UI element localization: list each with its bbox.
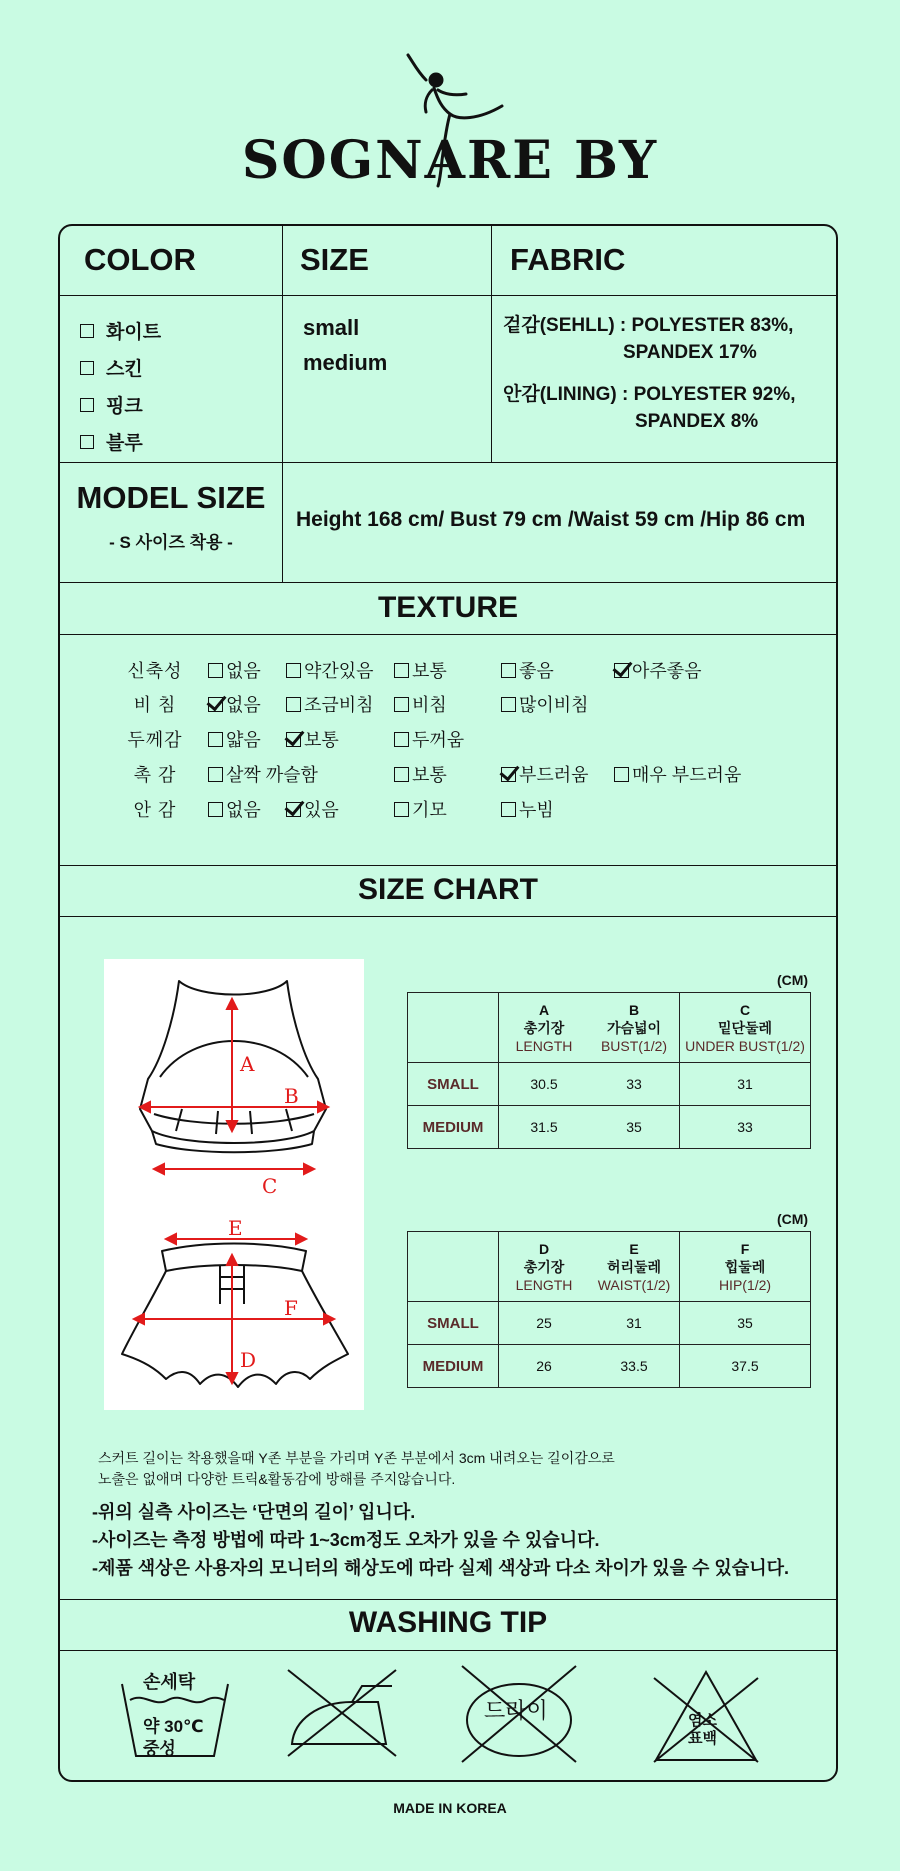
- texture-option-label: 보통: [412, 765, 447, 785]
- texture-option[interactable]: [286, 657, 374, 683]
- checkbox-icon: [501, 663, 516, 678]
- note-color: -제품 색상은 사용자의 모니터의 해상도에 따라 실제 색상과 다소 차이가 있을 수 있습니다.: [92, 1558, 789, 1578]
- hand-wash-icon: [118, 1662, 238, 1762]
- table-header-row: [408, 1232, 811, 1302]
- table-cell: 25: [499, 1302, 590, 1345]
- checked-checkbox-icon: [208, 697, 223, 712]
- no-bleach-icon: [648, 1666, 764, 1766]
- texture-option[interactable]: [614, 761, 741, 787]
- texture-option-label: 매우 부드러움: [632, 765, 742, 785]
- color-option-blue[interactable]: 블루: [80, 423, 161, 460]
- diagram-label-e: E: [228, 1216, 243, 1240]
- checked-checkbox-icon: [501, 767, 516, 782]
- texture-option-label: 비침: [412, 695, 447, 715]
- texture-option[interactable]: [501, 657, 554, 683]
- texture-option[interactable]: [208, 726, 261, 752]
- model-size-subtitle: - S 사이즈 착용 -: [109, 533, 233, 552]
- texture-option[interactable]: [394, 761, 447, 787]
- texture-option-label: 부드러움: [519, 765, 589, 785]
- size-table-bottom: [407, 1231, 811, 1388]
- color-option-white[interactable]: 화이트: [80, 312, 161, 349]
- checkbox-icon: [394, 697, 409, 712]
- checkbox-icon: [286, 697, 301, 712]
- size-header: SIZE: [300, 242, 369, 277]
- size-table-top: [407, 992, 811, 1149]
- checkbox-icon: [80, 361, 94, 375]
- table-row: [408, 1345, 811, 1388]
- brand-name: SOGNARE BY: [241, 130, 659, 191]
- texture-option[interactable]: [208, 657, 261, 683]
- checkbox-icon: [80, 398, 94, 412]
- texture-option-label: 약간있음: [304, 661, 374, 681]
- checkbox-icon: [208, 732, 223, 747]
- texture-option-label: 기모: [412, 800, 447, 820]
- texture-option[interactable]: [208, 691, 261, 717]
- skirt-note-line-1: 스커트 길이는 착용했을때 Y존 부분을 가리며 Y존 부분에서 3cm 내려오는 길이감으로: [98, 1450, 615, 1466]
- table-row: [408, 1106, 811, 1149]
- texture-option[interactable]: [208, 761, 318, 787]
- texture-option-label: 아주좋음: [632, 661, 702, 681]
- fabric-shell: 겉감(SEHLL) : POLYESTER 83%, SPANDEX 17%: [503, 315, 794, 363]
- checkbox-icon: [394, 663, 409, 678]
- texture-option[interactable]: [394, 691, 447, 717]
- top-cup-line: [160, 1041, 308, 1077]
- checkbox-icon: [208, 802, 223, 817]
- size-list: [303, 310, 387, 380]
- size-small: small: [303, 315, 360, 340]
- table-cell: 26: [499, 1345, 590, 1388]
- checked-checkbox-icon: [614, 663, 629, 678]
- checked-checkbox-icon: [286, 732, 301, 747]
- table-cell: 33: [680, 1106, 811, 1149]
- texture-row-label: 신축성: [127, 661, 183, 681]
- diagram-label-d: D: [240, 1348, 257, 1372]
- checkbox-icon: [394, 732, 409, 747]
- texture-option-label: 없음: [226, 695, 261, 715]
- brand-logo: [0, 0, 900, 210]
- table-cell: 31.5: [499, 1106, 590, 1149]
- texture-option-label: 좋음: [519, 661, 554, 681]
- texture-option-label: 있음: [304, 800, 339, 820]
- diagram-label-a: A: [240, 1052, 255, 1076]
- checkbox-icon: [80, 324, 94, 338]
- table-header-cell: A 총기장 LENGTH: [499, 993, 590, 1063]
- table-cell: 37.5: [680, 1345, 811, 1388]
- size-diagram: [104, 959, 364, 1410]
- texture-option-label: 보통: [412, 661, 447, 681]
- table-row-label: SMALL: [408, 1302, 499, 1345]
- texture-option[interactable]: [286, 726, 339, 752]
- texture-option[interactable]: [501, 796, 554, 822]
- wash-temp-label: 약 30℃: [143, 1717, 204, 1736]
- table-cell: 35: [680, 1302, 811, 1345]
- texture-option-label: 얇음: [226, 730, 261, 750]
- table-row-label: SMALL: [408, 1063, 499, 1106]
- checkbox-icon: [614, 767, 629, 782]
- table-header-cell: D 총기장 LENGTH: [499, 1232, 590, 1302]
- table-cell: 35: [589, 1106, 680, 1149]
- color-list: [80, 312, 161, 460]
- table-header-cell: C 밑단둘레 UNDER BUST(1/2): [680, 993, 811, 1063]
- color-option-pink[interactable]: 핑크: [80, 386, 161, 423]
- texture-option-label: 없음: [226, 661, 261, 681]
- texture-option[interactable]: [394, 796, 447, 822]
- texture-option-label: 누빔: [519, 800, 554, 820]
- dry-clean-label: 드라이: [484, 1698, 548, 1723]
- texture-option[interactable]: [394, 726, 464, 752]
- table-row: [408, 1302, 811, 1345]
- table-header-cell: B 가슴넓이 BUST(1/2): [589, 993, 680, 1063]
- diagram-label-b: B: [284, 1084, 299, 1108]
- table-cell: 33: [589, 1063, 680, 1106]
- checkbox-icon: [80, 435, 94, 449]
- diagram-label-c: C: [262, 1174, 278, 1198]
- checkbox-icon: [501, 697, 516, 712]
- product-info-card: [58, 224, 838, 1782]
- texture-option-label: 조금비침: [304, 695, 374, 715]
- checkbox-icon: [286, 663, 301, 678]
- texture-option[interactable]: [286, 796, 339, 822]
- table-cell: 31: [589, 1302, 680, 1345]
- color-option-skin[interactable]: 스킨: [80, 349, 161, 386]
- unit-label-bottom: (CM): [777, 1211, 809, 1227]
- checkbox-icon: [394, 767, 409, 782]
- note-tolerance: -사이즈는 측정 방법에 따라 1~3cm정도 오차가 있을 수 있습니다.: [92, 1530, 600, 1550]
- texture-row-label: 비 침: [133, 695, 177, 715]
- texture-option[interactable]: [614, 657, 702, 683]
- skirt-note-line-2: 노출은 없애며 다양한 트릭&활동감에 방해를 주지않습니다.: [98, 1471, 456, 1487]
- diagram-label-f: F: [284, 1296, 298, 1320]
- table-corner-cell: [408, 993, 499, 1063]
- no-iron-icon: [282, 1664, 402, 1764]
- texture-option[interactable]: [286, 691, 374, 717]
- texture-row-label: 두께감: [127, 730, 183, 750]
- model-size-title: MODEL SIZE: [76, 480, 266, 515]
- fabric-lining: 안감(LINING) : POLYESTER 92%, SPANDEX 8%: [503, 384, 796, 432]
- hand-wash-label: 손세탁: [143, 1672, 196, 1692]
- fabric-header: FABRIC: [510, 242, 626, 277]
- texture-option-label: 두꺼움: [412, 730, 465, 750]
- checked-checkbox-icon: [286, 802, 301, 817]
- table-cell: 30.5: [499, 1063, 590, 1106]
- model-measurements: Height 168 cm/ Bust 79 cm /Waist 59 cm /Hip 86 cm: [296, 508, 806, 531]
- texture-option[interactable]: [501, 761, 589, 787]
- checkbox-icon: [208, 767, 223, 782]
- made-in-label: MADE IN KOREA: [393, 1800, 507, 1816]
- texture-option-label: 살짝 까슬함: [226, 765, 318, 785]
- garment-diagram: [104, 959, 364, 1410]
- checkbox-icon: [501, 802, 516, 817]
- no-dry-clean-icon: [458, 1662, 580, 1766]
- texture-row-label: 촉 감: [133, 765, 177, 785]
- bleach-label: 염소 표백: [688, 1712, 717, 1747]
- table-cell: 31: [680, 1063, 811, 1106]
- color-header: COLOR: [84, 242, 196, 277]
- checkbox-icon: [208, 663, 223, 678]
- table-header-row: [408, 993, 811, 1063]
- table-row-label: MEDIUM: [408, 1345, 499, 1388]
- neutral-detergent-label: 중성: [143, 1739, 176, 1758]
- texture-row-label: 안 감: [133, 800, 177, 820]
- texture-option-label: 없음: [226, 800, 261, 820]
- size-chart-title: SIZE CHART: [358, 873, 538, 906]
- texture-option[interactable]: [394, 657, 447, 683]
- texture-option-label: 많이비침: [519, 695, 589, 715]
- table-corner-cell: [408, 1232, 499, 1302]
- checkbox-icon: [394, 802, 409, 817]
- texture-option[interactable]: [501, 691, 589, 717]
- note-measurement: -위의 실측 사이즈는 ‘단면의 길이’ 입니다.: [92, 1502, 416, 1522]
- washing-tip-title: WASHING TIP: [348, 1606, 548, 1639]
- unit-label-top: (CM): [777, 972, 809, 988]
- table-row: [408, 1063, 811, 1106]
- table-cell: 33.5: [589, 1345, 680, 1388]
- texture-title: TEXTURE: [377, 591, 518, 624]
- texture-option-label: 보통: [304, 730, 339, 750]
- table-header-cell: E 허리둘레 WAIST(1/2): [589, 1232, 680, 1302]
- table-header-cell: F 힙둘레 HIP(1/2): [680, 1232, 811, 1302]
- texture-option[interactable]: [208, 796, 261, 822]
- size-medium: medium: [303, 350, 388, 375]
- table-row-label: MEDIUM: [408, 1106, 499, 1149]
